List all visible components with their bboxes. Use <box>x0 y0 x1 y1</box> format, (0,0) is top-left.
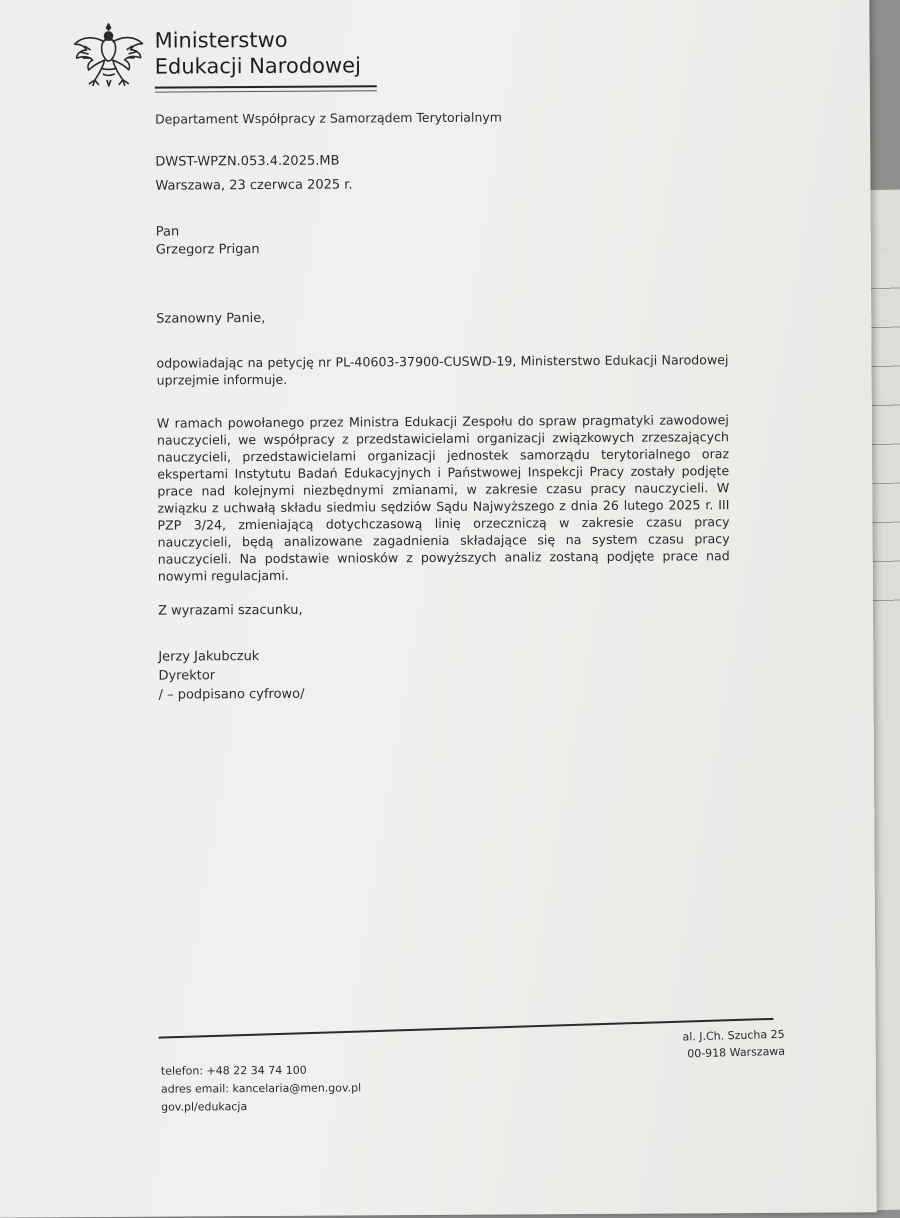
reference-number: DWST-WPZN.053.4.2025.MB <box>155 153 340 170</box>
footer-contact <box>161 1061 362 1116</box>
footer-rule <box>159 1018 774 1038</box>
footer-phone: telefon: +48 22 34 74 100 <box>160 1063 307 1078</box>
paragraph-body: W ramach powołanego przez Ministra Edukacji Zespołu do spraw pragmatyki zawodowej nauczycieli, we współpracy z przedstawicielami organizacji związkowych zrzeszających nauczycieli, przedstawicielami organizacji jednostek samorządu terytorialnego oraz ekspertami Instytutu Badań Edukacyjnych i Państwowej Inspekcji Pracy zostały podjęte prace nad kolejnymi niezbędnymi zmianami, w zakresie czasu pracy nauczycieli. W związku z uchwałą składu siedmiu sędziów Sądu Najwyższego z dnia 26 lutego 2025 r. III PZP 3/24, zmieniającą dotychczasową linię orzeczniczą w zakresie czasu pracy nauczycieli, będą analizowane zagadnienia składające się na system czasu pracy nauczycieli. Na podstawie wniosków z powyższych analiz zostaną podjęte prace nad nowymi regulacjami. <box>156 412 730 584</box>
footer-address <box>682 1026 785 1063</box>
white-eagle-emblem-icon <box>70 22 146 90</box>
recipient-name: Grzegorz Prigan <box>155 242 260 258</box>
ministry-name-line1: Ministerstwo <box>154 27 288 53</box>
department-name: Departament Współpracy z Samorządem Terytorialnym <box>154 109 502 127</box>
signature-block <box>158 647 304 705</box>
closing: Z wyrazami szacunku, <box>158 602 303 619</box>
signer-role: Dyrektor <box>158 668 216 684</box>
ministry-name <box>154 26 360 79</box>
header-rule-thin <box>155 90 377 92</box>
salutation: Szanowny Panie, <box>156 310 266 327</box>
recipient-block <box>156 223 260 260</box>
address-line2: 00-918 Warszawa <box>687 1044 786 1061</box>
footer-website: gov.pl/edukacja <box>161 1100 248 1114</box>
paragraph-intro: odpowiadając na petycję nr PL-40603-37900-CUSWD-19, Ministerstwo Edukacji Narodowej uprzejmie informuje. <box>156 352 729 388</box>
signature-note: / – podpisano cyfrowo/ <box>158 686 305 703</box>
signer-name: Jerzy Jakubczuk <box>158 649 260 665</box>
footer-email: adres email: kancelaria@men.gov.pl <box>160 1081 362 1096</box>
recipient-title: Pan <box>155 224 180 240</box>
ministry-name-line2: Edukacji Narodowej <box>154 53 361 79</box>
place-and-date: Warszawa, 23 czerwca 2025 r. <box>155 177 353 194</box>
address-line1: al. J.Ch. Szucha 25 <box>682 1027 785 1044</box>
header-rule <box>155 85 377 88</box>
